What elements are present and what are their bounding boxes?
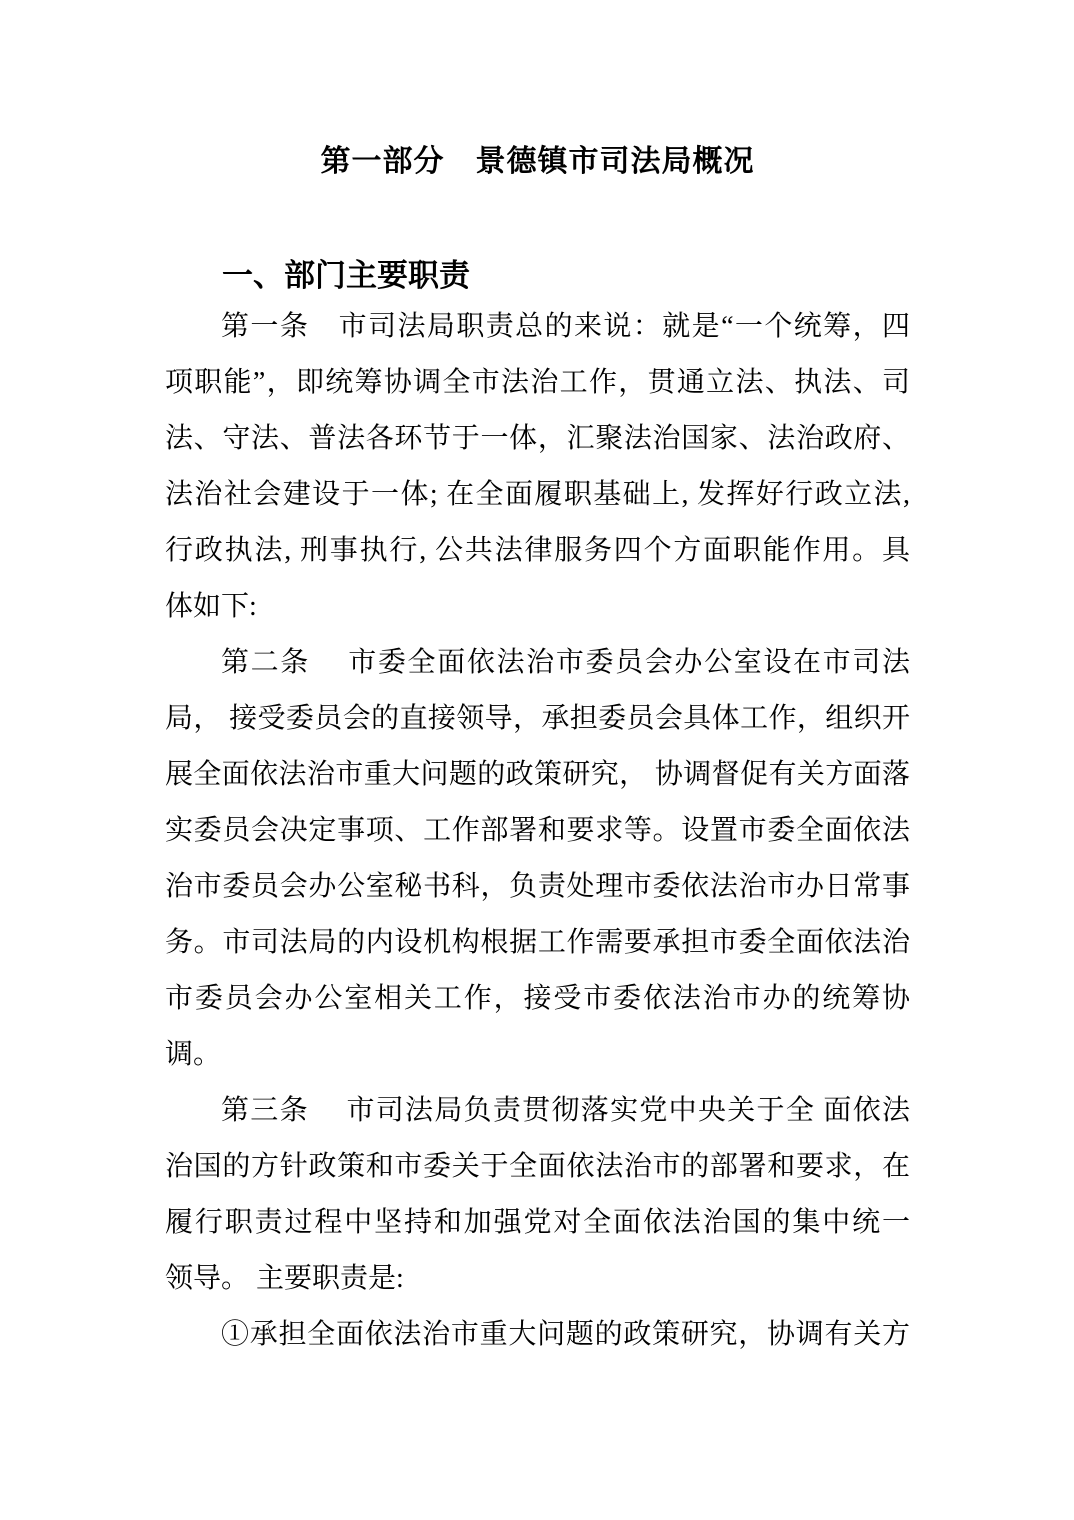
- text-line: 项职能”，即统筹协调全市法治工作，贯通立法、执法、司: [165, 367, 910, 398]
- text-line: 治国的方针政策和市委关于全面依法治市的部署和要求，在: [165, 1151, 910, 1182]
- text-line: 展全面依法治市重大问题的政策研究， 协调督促有关方面落: [165, 759, 910, 790]
- text-line: 务。市司法局的内设机构根据工作需要承担市委全面依法治: [165, 927, 910, 958]
- text-line: 法治社会建设于一体; 在全面履职基础上, 发挥好行政立法,: [165, 479, 910, 510]
- text-line: ①承担全面依法治市重大问题的政策研究，协调有关方: [221, 1319, 910, 1350]
- text-line: 领导。 主要职责是:: [165, 1263, 404, 1294]
- document-title: 第一部分 景德镇市司法局概况: [320, 145, 755, 178]
- text-line: 第二条 市委全面依法治市委员会办公室设在市司法: [221, 647, 910, 678]
- text-line: 体如下:: [165, 591, 257, 622]
- text-line: 第一条 市司法局职责总的来说：就是“一个统筹，四: [221, 311, 910, 342]
- text-line: 实委员会决定事项、工作部署和要求等。设置市委全面依法: [165, 815, 910, 846]
- text-line: 调。: [165, 1039, 222, 1070]
- text-line: 法、守法、普法各环节于一体，汇聚法治国家、法治政府、: [165, 423, 910, 454]
- text-line: 市委员会办公室相关工作，接受市委依法治市办的统筹协: [165, 983, 910, 1014]
- text-line: 治市委员会办公室秘书科，负责处理市委依法治市办日常事: [165, 871, 910, 902]
- document-body: [165, 299, 910, 1363]
- text-line: 履行职责过程中坚持和加强党对全面依法治国的集中统一: [165, 1207, 910, 1238]
- text-line: 行政执法, 刑事执行, 公共法律服务四个方面职能作用。具: [165, 535, 910, 566]
- section-heading: 一、部门主要职责: [222, 258, 470, 293]
- text-line: 局， 接受委员会的直接领导，承担委员会具体工作，组织开: [165, 703, 910, 734]
- text-line: 第三条 市司法局负责贯彻落实党中央关于全 面依法: [221, 1095, 910, 1126]
